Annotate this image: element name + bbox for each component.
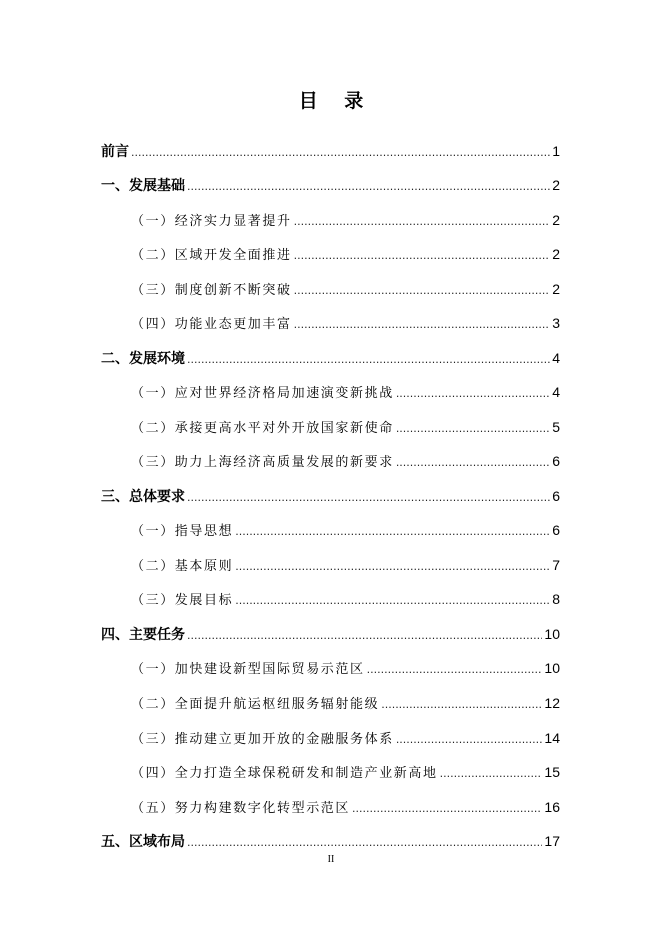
dot-leader bbox=[294, 246, 551, 266]
toc-entry-title: （二）基本原则 bbox=[131, 559, 234, 574]
toc-page-number: 1 bbox=[552, 143, 560, 159]
toc-page-number: 3 bbox=[552, 315, 560, 331]
toc-page-number: 2 bbox=[552, 177, 560, 193]
dot-leader bbox=[381, 695, 542, 715]
dot-leader bbox=[294, 212, 551, 232]
toc-page-number: 2 bbox=[552, 212, 560, 228]
toc-entry-subsection[interactable] bbox=[131, 589, 560, 609]
dot-leader bbox=[396, 419, 550, 439]
toc-entry-section-5[interactable] bbox=[101, 831, 560, 851]
toc-entry-title: 二、发展环境 bbox=[101, 351, 185, 367]
dot-leader bbox=[235, 557, 550, 577]
toc-entry-title: （三）助力上海经济高质量发展的新要求 bbox=[131, 455, 394, 470]
toc-entry-subsection[interactable] bbox=[131, 382, 560, 402]
toc-entry-title: （三）制度创新不断突破 bbox=[131, 283, 292, 298]
toc-entry-section-2[interactable] bbox=[101, 348, 560, 368]
toc-page-number: 16 bbox=[544, 799, 560, 815]
toc-entry-preface[interactable] bbox=[101, 141, 560, 161]
toc-entry-subsection[interactable] bbox=[131, 762, 560, 782]
toc-entry-title: （一）应对世界经济格局加速演变新挑战 bbox=[131, 386, 394, 401]
toc-entry-subsection[interactable] bbox=[131, 797, 560, 817]
toc-entry-title: （四）功能业态更加丰富 bbox=[131, 317, 292, 332]
toc-entry-section-4[interactable] bbox=[101, 624, 560, 644]
toc-entry-title: （三）发展目标 bbox=[131, 593, 234, 608]
toc-entry-title: （一）指导思想 bbox=[131, 524, 234, 539]
toc-entry-subsection[interactable] bbox=[131, 451, 560, 471]
toc-entry-title: （一）经济实力显著提升 bbox=[131, 214, 292, 229]
toc-entry-section-3[interactable] bbox=[101, 486, 560, 506]
toc-entry-subsection[interactable] bbox=[131, 520, 560, 540]
toc-entry-title: 五、区域布局 bbox=[101, 834, 185, 850]
toc-page-number: 2 bbox=[552, 281, 560, 297]
toc-entry-title: 一、发展基础 bbox=[101, 178, 185, 194]
toc-entry-title: 三、总体要求 bbox=[101, 489, 185, 505]
toc-page-number: 12 bbox=[544, 695, 560, 711]
toc-page-number: 6 bbox=[552, 453, 560, 469]
dot-leader bbox=[131, 143, 550, 163]
footer-page-number: II bbox=[327, 854, 335, 865]
dot-leader bbox=[187, 626, 542, 646]
toc-page-number: 7 bbox=[552, 557, 560, 573]
dot-leader bbox=[396, 730, 543, 750]
toc-page-number: 10 bbox=[544, 626, 560, 642]
dot-leader bbox=[396, 453, 550, 473]
dot-leader bbox=[187, 833, 542, 853]
toc-page-number: 4 bbox=[552, 384, 560, 400]
toc-page-number: 5 bbox=[552, 419, 560, 435]
toc-entry-subsection[interactable] bbox=[131, 279, 560, 299]
toc-page-number: 15 bbox=[544, 764, 560, 780]
toc-entry-title: （四）全力打造全球保税研发和制造产业新高地 bbox=[131, 766, 438, 781]
toc-page-number: 6 bbox=[552, 488, 560, 504]
dot-leader bbox=[187, 177, 550, 197]
toc-entry-subsection[interactable] bbox=[131, 658, 560, 678]
toc-entry-subsection[interactable] bbox=[131, 244, 560, 264]
dot-leader bbox=[187, 350, 550, 370]
dot-leader bbox=[367, 660, 543, 680]
toc-entry-subsection[interactable] bbox=[131, 417, 560, 437]
dot-leader bbox=[396, 384, 550, 404]
toc-entry-title: 四、主要任务 bbox=[101, 627, 185, 643]
toc-page-number: 6 bbox=[552, 522, 560, 538]
page-title: 目 录 bbox=[298, 90, 374, 112]
toc-entry-title: （一）加快建设新型国际贸易示范区 bbox=[131, 662, 365, 677]
toc-entry-subsection[interactable] bbox=[131, 728, 560, 748]
dot-leader bbox=[187, 488, 550, 508]
dot-leader bbox=[440, 764, 543, 784]
toc-page-number: 2 bbox=[552, 246, 560, 262]
dot-leader bbox=[294, 315, 551, 335]
toc-page-number: 10 bbox=[544, 660, 560, 676]
toc-entry-title: （二）全面提升航运枢纽服务辐射能级 bbox=[131, 697, 380, 712]
toc-page-number: 8 bbox=[552, 591, 560, 607]
dot-leader bbox=[352, 799, 542, 819]
dot-leader bbox=[235, 591, 550, 611]
dot-leader bbox=[294, 281, 551, 301]
toc-entry-subsection[interactable] bbox=[131, 210, 560, 230]
toc-entry-title: （五）努力构建数字化转型示范区 bbox=[131, 801, 351, 816]
toc-page-number: 14 bbox=[544, 730, 560, 746]
dot-leader bbox=[235, 522, 550, 542]
toc-entry-title: 前言 bbox=[101, 144, 129, 160]
toc-entry-title: （三）推动建立更加开放的金融服务体系 bbox=[131, 732, 394, 747]
toc-page-number: 4 bbox=[552, 350, 560, 366]
toc-page-number: 17 bbox=[544, 833, 560, 849]
toc-entry-title: （二）承接更高水平对外开放国家新使命 bbox=[131, 421, 394, 436]
toc-entry-subsection[interactable] bbox=[131, 693, 560, 713]
toc-entry-subsection[interactable] bbox=[131, 555, 560, 575]
toc-entry-section-1[interactable] bbox=[101, 175, 560, 195]
toc-entry-title: （二）区域开发全面推进 bbox=[131, 248, 292, 263]
toc-entry-subsection[interactable] bbox=[131, 313, 560, 333]
